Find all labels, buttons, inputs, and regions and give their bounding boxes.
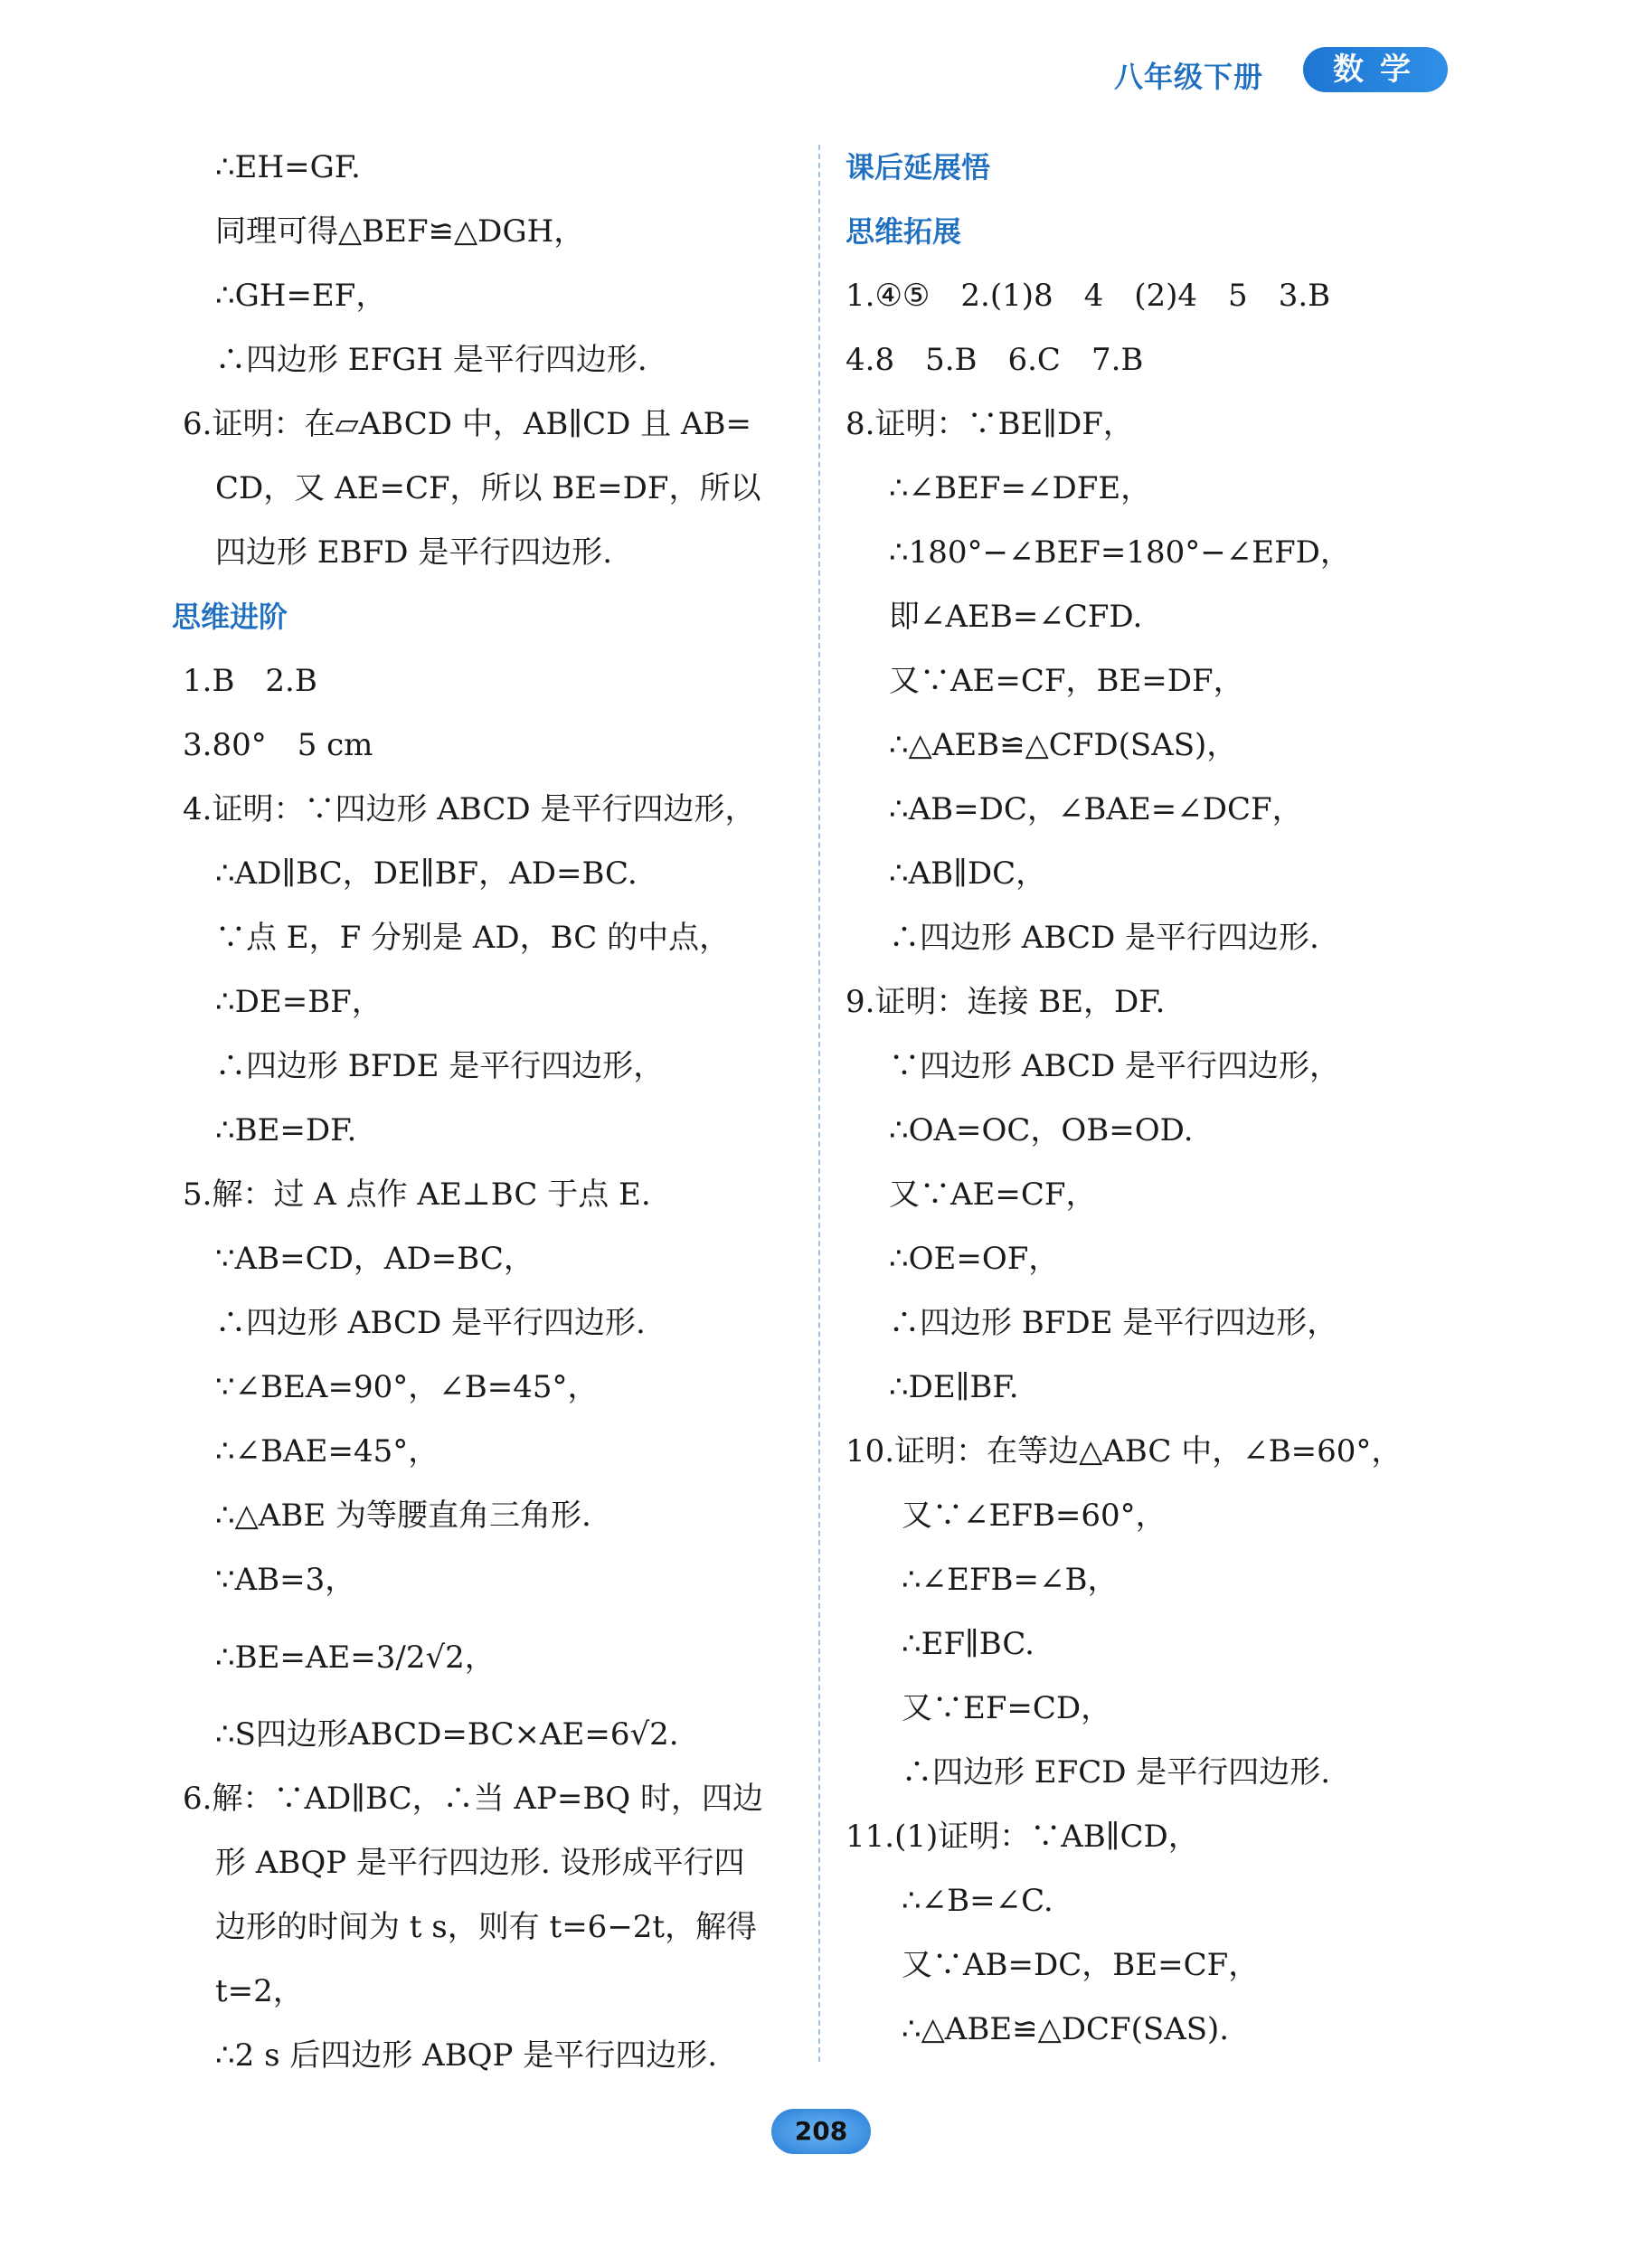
text-line: ∴180°−∠BEF=180°−∠EFD， bbox=[889, 534, 1351, 571]
text-line: 即∠AEB=∠CFD. bbox=[889, 599, 1143, 635]
text-line: ∴四边形 BFDE 是平行四边形， bbox=[215, 1048, 665, 1084]
text-line: ∵AB=CD，AD=BC， bbox=[215, 1241, 534, 1277]
text-line: ∴∠B=∠C. bbox=[902, 1883, 1053, 1919]
text-line: 又∵AB=DC，BE=CF， bbox=[902, 1947, 1260, 1983]
text-line: ∴△AEB≌△CFD(SAS)， bbox=[889, 727, 1238, 763]
page-header bbox=[0, 45, 1625, 99]
text-line: 形 ABQP 是平行四边形. 设形成平行四 bbox=[215, 1845, 745, 1881]
right-column bbox=[846, 136, 1442, 2062]
text-line: ∵点 E，F 分别是 AD，BC 的中点， bbox=[215, 920, 731, 956]
section-heading: 课后延展悟 bbox=[846, 150, 991, 184]
text-line: ∴BE=DF. bbox=[215, 1112, 357, 1148]
text-line: 又∵∠EFB=60°， bbox=[902, 1498, 1167, 1534]
text-line: ∴2 s 后四边形 ABQP 是平行四边形. bbox=[215, 2037, 718, 2074]
text-line: 4.证明：∵四边形 ABCD 是平行四边形， bbox=[183, 791, 756, 827]
text-line: 10.证明：在等边△ABC 中，∠B=60°， bbox=[846, 1433, 1403, 1469]
text-line: 边形的时间为 t s，则有 t=6−2t，解得 bbox=[215, 1909, 758, 1945]
left-column bbox=[172, 136, 823, 2088]
section-heading: 思维拓展 bbox=[846, 214, 962, 249]
text-line: t=2， bbox=[215, 1973, 304, 2009]
text-line: 又∵AE=CF， bbox=[889, 1177, 1097, 1213]
text-line: ∴四边形 BFDE 是平行四边形， bbox=[889, 1305, 1338, 1341]
text-line: ∴四边形 ABCD 是平行四边形. bbox=[215, 1305, 646, 1341]
text-line: ∴DE=BF， bbox=[215, 984, 383, 1020]
text-line: ∴∠BEF=∠DFE， bbox=[889, 470, 1152, 506]
text-line: ∴四边形 ABCD 是平行四边形. bbox=[889, 920, 1319, 956]
text-line: ∴EF∥BC. bbox=[902, 1626, 1035, 1662]
text-line: ∴S四边形ABCD=BC×AE=6√2. bbox=[215, 1716, 679, 1753]
page-number: 208 bbox=[771, 2109, 871, 2154]
text-line: ∴△ABE 为等腰直角三角形. bbox=[215, 1498, 591, 1534]
text-line: ∴AD∥BC，DE∥BF，AD=BC. bbox=[215, 855, 638, 892]
text-line: 6.证明：在▱ABCD 中，AB∥CD 且 AB= bbox=[183, 406, 751, 442]
grade-label: 八年级下册 bbox=[1113, 60, 1263, 94]
text-line: ∴△ABE≌△DCF(SAS). bbox=[902, 2011, 1230, 2047]
text-line: ∴∠EFB=∠B， bbox=[902, 1562, 1119, 1598]
text-line: ∴AB∥DC， bbox=[889, 855, 1047, 892]
text-line: 4.8 5.B 6.C 7.B bbox=[846, 342, 1144, 378]
text-line: 3.80° 5 cm bbox=[183, 727, 373, 763]
text-line: 9.证明：连接 BE，DF. bbox=[846, 984, 1166, 1020]
text-line: ∴∠BAE=45°， bbox=[215, 1433, 439, 1469]
text-line: 又∵AE=CF，BE=DF， bbox=[889, 663, 1244, 699]
text-line: 1.B 2.B bbox=[183, 663, 317, 699]
text-line: ∴BE=AE=3/2√2， bbox=[215, 1640, 496, 1676]
subject-badge: 数学 bbox=[1303, 47, 1448, 92]
text-line: 1.④⑤ 2.(1)8 4 (2)4 5 3.B bbox=[846, 278, 1331, 314]
text-line: 6.解：∵AD∥BC，∴当 AP=BQ 时，四边 bbox=[183, 1781, 763, 1817]
text-line: 同理可得△BEF≌△DGH， bbox=[215, 213, 585, 250]
text-line: ∵四边形 ABCD 是平行四边形， bbox=[889, 1048, 1341, 1084]
text-line: 又∵EF=CD， bbox=[902, 1690, 1112, 1726]
text-line: 四边形 EBFD 是平行四边形. bbox=[215, 534, 613, 571]
text-line: ∴AB=DC，∠BAE=∠DCF， bbox=[889, 791, 1303, 827]
section-heading: 思维进阶 bbox=[172, 600, 288, 634]
text-line: ∴四边形 EFGH 是平行四边形. bbox=[215, 342, 647, 378]
text-line: 8.证明：∵BE∥DF， bbox=[846, 406, 1134, 442]
text-line: ∵AB=3， bbox=[215, 1562, 356, 1598]
text-line: ∴GH=EF， bbox=[215, 278, 387, 314]
text-line: ∴DE∥BF. bbox=[889, 1369, 1019, 1405]
text-line: 11.(1)证明：∵AB∥CD， bbox=[846, 1819, 1199, 1855]
text-line: 5.解：过 A 点作 AE⊥BC 于点 E. bbox=[183, 1177, 651, 1213]
text-line: ∴OE=OF， bbox=[889, 1241, 1060, 1277]
text-line: CD，又 AE=CF，所以 BE=DF，所以 bbox=[215, 470, 761, 506]
text-line: ∴四边形 EFCD 是平行四边形. bbox=[902, 1754, 1331, 1791]
text-line: ∵∠BEA=90°，∠B=45°， bbox=[215, 1369, 599, 1405]
text-line: ∴OA=OC，OB=OD. bbox=[889, 1112, 1194, 1148]
text-line: ∴EH=GF. bbox=[215, 149, 361, 185]
